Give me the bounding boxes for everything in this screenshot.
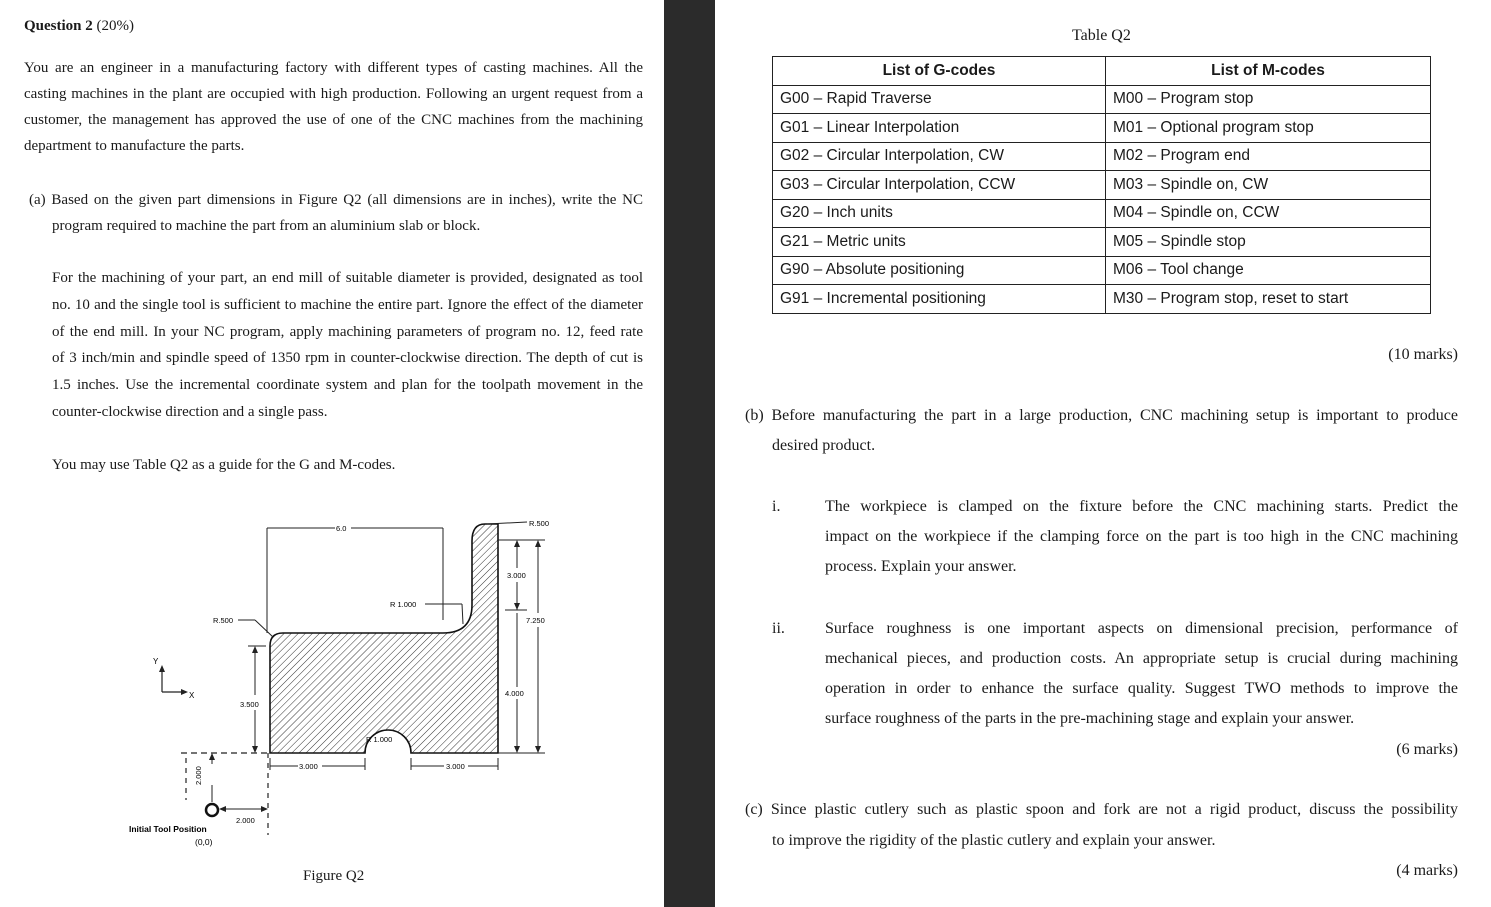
dim-b-left: 3.000 (299, 762, 318, 771)
axis-y-label: Y (153, 657, 159, 666)
question-heading (24, 17, 134, 35)
dim-h-4000: 4.000 (505, 689, 524, 698)
origin-label: Initial Tool Position (129, 824, 207, 834)
table-row (773, 85, 1431, 114)
xy-axis-icon (153, 657, 195, 700)
part-a-para2-line-4: of 3 inch/min and spindle speed of 1350 rpm in counter-clockwise direction. The depth of cut is (52, 350, 643, 366)
right-page (715, 0, 1491, 907)
page-gutter (664, 0, 715, 907)
g-code-cell: G91 – Incremental positioning (773, 285, 1106, 314)
table-row (773, 199, 1431, 228)
m-code-cell: M02 – Program end (1106, 142, 1431, 171)
intro-line-2: casting machines in the plant are occupied with high production. Following an urgent request from a (24, 86, 643, 102)
part-b-item-ii-line-4: surface roughness of the parts in the pre-machining stage and explain your answer. (825, 710, 1355, 727)
figure-q2-drawing (0, 500, 664, 860)
part-b-line-1: (b) Before manufacturing the part in a large production, CNC machining setup is important to produce (745, 407, 1458, 424)
dim-v-2000: 2.000 (194, 766, 203, 785)
intro-line-3: customer, the management has approved the use of one of the CNC machines from the machining (24, 112, 643, 128)
part-c-line-1: (c) Since plastic cutlery such as plastic spoon and fork are not a rigid product, discuss the possibility (745, 801, 1458, 818)
g-code-cell: G21 – Metric units (773, 228, 1106, 257)
part-a-para2-line-5: 1.5 inches. Use the incremental coordinate system and plan for the toolpath movement in the (52, 377, 643, 393)
table-row (773, 256, 1431, 285)
intro-line-1: You are an engineer in a manufacturing factory with different types of casting machines. All the (24, 60, 643, 76)
part-a-para2-line-3: of the end mill. In your NC program, apply machining parameters of program no. 12, feed rate (52, 324, 643, 340)
header-g-codes: List of G-codes (773, 57, 1106, 86)
left-page (0, 0, 664, 907)
part-outline (270, 524, 498, 753)
question-weight: (20%) (96, 18, 135, 34)
g-code-cell: G00 – Rapid Traverse (773, 85, 1106, 114)
part-a-para2-line-1: For the machining of your part, an end mill of suitable diameter is provided, designated as tool (52, 270, 643, 286)
g-code-cell: G01 – Linear Interpolation (773, 114, 1106, 143)
table-title: Table Q2 (1072, 27, 1131, 44)
part-a-line-1: (a) Based on the given part dimensions in Figure Q2 (all dimensions are in inches), write the NC (29, 192, 643, 208)
origin-coords: (0,0) (195, 837, 213, 847)
dim-h-3500: 3.500 (240, 700, 259, 709)
g-code-cell: G20 – Inch units (773, 199, 1106, 228)
g-code-cell: G03 – Circular Interpolation, CCW (773, 171, 1106, 200)
g-code-cell: G90 – Absolute positioning (773, 256, 1106, 285)
part-b-item-ii-line-2: mechanical pieces, and production costs. An appropriate setup is crucial during machining (825, 650, 1458, 667)
dim-r-bottom: R 1.000 (366, 735, 393, 744)
part-b-item-i-line-3: process. Explain your answer. (825, 558, 1017, 575)
part-b-item-i-num: i. (772, 498, 781, 515)
part-b-line-2: desired product. (772, 437, 876, 454)
m-code-cell: M05 – Spindle stop (1106, 228, 1431, 257)
m-code-cell: M03 – Spindle on, CW (1106, 171, 1431, 200)
header-m-codes: List of M-codes (1106, 57, 1431, 86)
dim-b-right: 3.000 (446, 762, 465, 771)
dim-h-2000: 2.000 (236, 816, 255, 825)
figure-caption: Figure Q2 (303, 868, 365, 884)
m-code-cell: M00 – Program stop (1106, 85, 1431, 114)
part-b-item-i-line-1: The workpiece is clamped on the fixture before the CNC machining starts. Predict the (825, 498, 1458, 515)
m-code-cell: M01 – Optional program stop (1106, 114, 1431, 143)
table-row (773, 228, 1431, 257)
codes-table (772, 56, 1431, 314)
table-row (773, 142, 1431, 171)
part-a-line-2: program required to machine the part from an aluminium slab or block. (52, 218, 481, 234)
part-b-item-ii-line-1: Surface roughness is one important aspects on dimensional precision, performance of (825, 620, 1458, 637)
dim-h-7250: 7.250 (526, 616, 545, 625)
dim-r-left: R.500 (213, 616, 234, 625)
m-code-cell: M06 – Tool change (1106, 256, 1431, 285)
question-title: Question 2 (24, 18, 93, 34)
part-b-item-i-line-2: impact on the workpiece if the clamping force on the part is too high in the CNC machining (825, 528, 1458, 545)
part-a-para2-line-2: no. 10 and the single tool is sufficient to machine the entire part. Ignore the effect of the diameter (52, 297, 643, 313)
table-header-row (773, 57, 1431, 86)
marks-c: (4 marks) (1396, 862, 1458, 879)
table-row (773, 171, 1431, 200)
marks-a: (10 marks) (1388, 346, 1458, 363)
dim-width-top: 6.0 (336, 524, 347, 533)
marks-b: (6 marks) (1396, 741, 1458, 758)
tool-position-marker (206, 804, 218, 816)
dim-r-mid: R 1.000 (390, 600, 417, 609)
m-code-cell: M04 – Spindle on, CCW (1106, 199, 1431, 228)
m-code-cell: M30 – Program stop, reset to start (1106, 285, 1431, 314)
dim-r-top: R.500 (529, 519, 550, 528)
part-b-item-ii-num: ii. (772, 620, 785, 637)
part-c-line-2: to improve the rigidity of the plastic cutlery and explain your answer. (772, 832, 1216, 849)
axis-x-label: X (189, 691, 195, 700)
part-a-para2-line-6: counter-clockwise direction and a single pass. (52, 404, 328, 420)
table-row (773, 285, 1431, 314)
part-b-item-ii-line-3: operation in order to enhance the surface quality. Suggest TWO methods to improve the (825, 680, 1458, 697)
g-code-cell: G02 – Circular Interpolation, CW (773, 142, 1106, 171)
table-row (773, 114, 1431, 143)
part-a-para3: You may use Table Q2 as a guide for the G and M-codes. (52, 457, 396, 473)
dim-h-3000: 3.000 (507, 571, 526, 580)
intro-line-4: department to manufacture the parts. (24, 138, 245, 154)
